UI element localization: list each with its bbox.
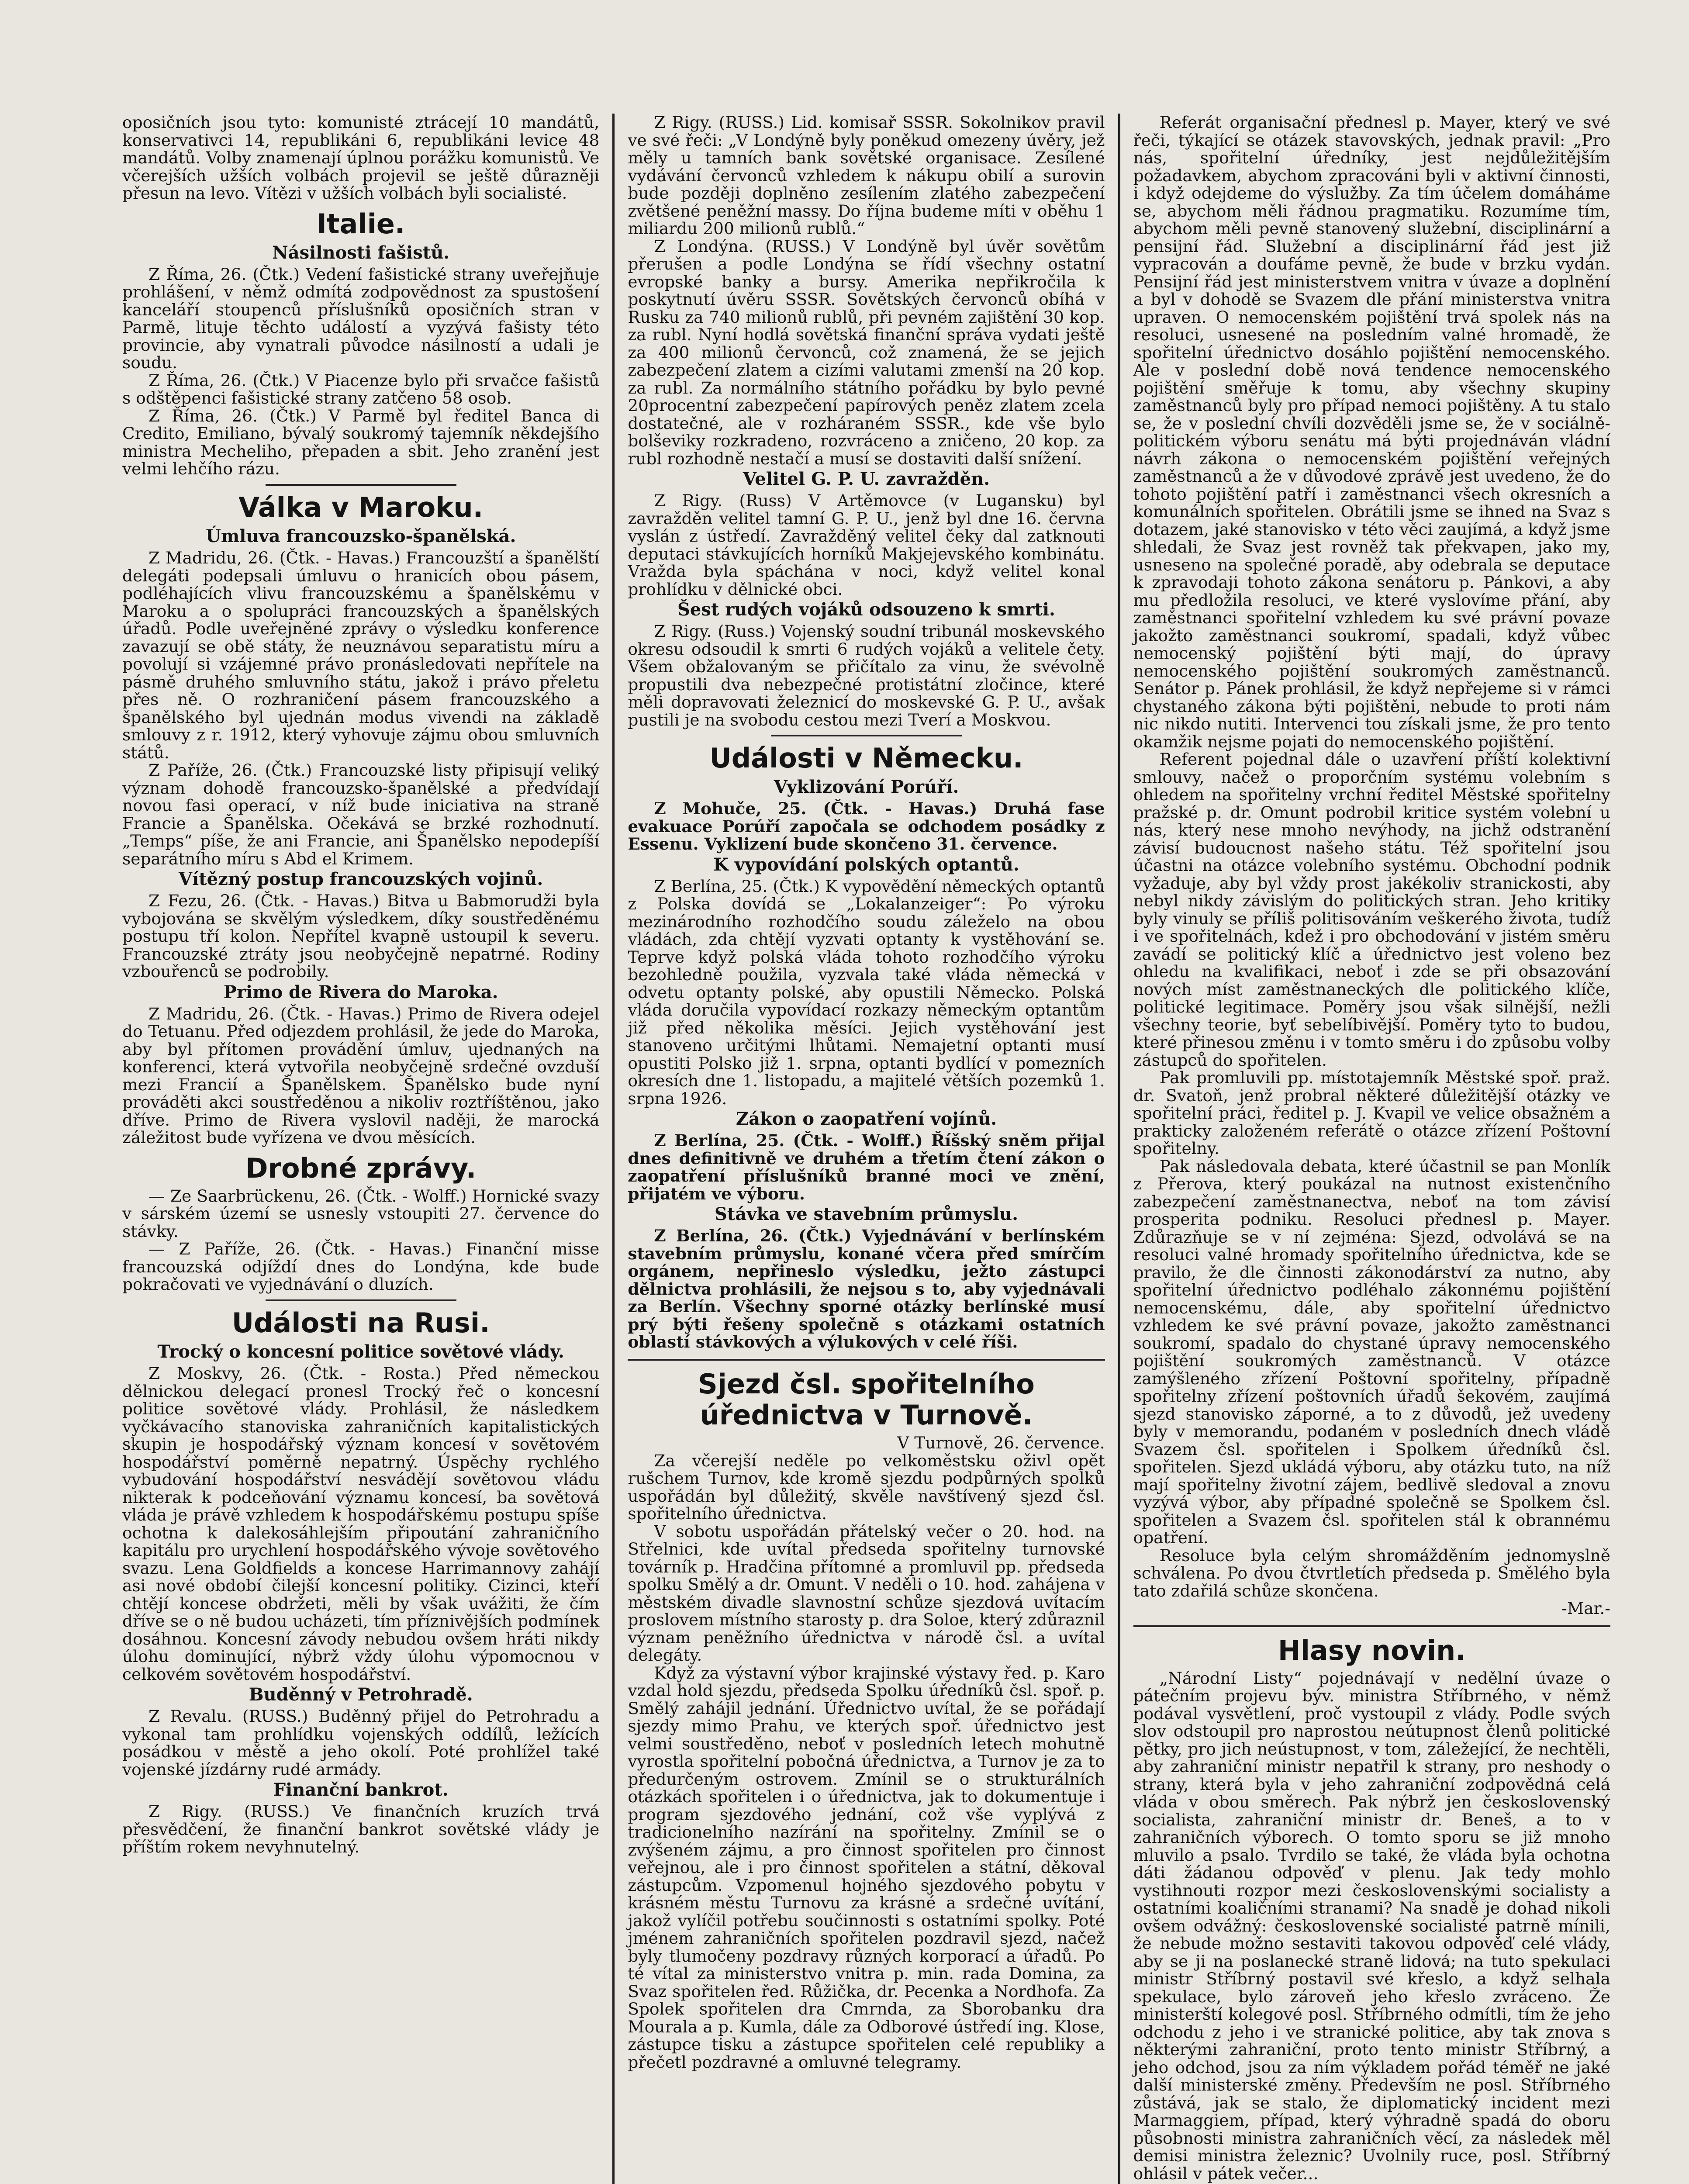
article-text: oposičních jsou tyto: komunisté ztrácejí 10 mandátů, konservativci 14, republikáni 6, republikáni levice 48 mandátů. Volby znamenají úplnou porážku komunistů. Ve včerejších užších volbách projevil se ještě důrazněji přesun na levo. Vítězi v užších volbách byli socialisté.: [122, 114, 600, 203]
column-2: [612, 114, 1118, 2184]
section-heading-italie: Italie.: [316, 207, 405, 240]
subheading-zakon: Zákon o zaopatření vojínů.: [736, 1109, 997, 1130]
article-text: Referát organisační přednesl p. Mayer, který ve své řeči, týkající se otázek stavovských, jednak pravil: „Pro nás, spořitelní úředníky, jest nejdůležitějším požadavkem, abychom zpracováni byli v aktivní činnosti, i když odejdeme do výslužby. Za tím účelem domáháme se, abychom měli řádnou pragmatiku. Rozumíme tím, abychom měli pevně stanovený služební, disciplinární a pensijní řád. Služební a disciplinární řád jest již vypracován a doufáme pevně, že bude v brzku vydán. Pensijní řád jest ministerstvem vnitra v úvaze a doplnění a byl v dohodě se Svazem dle přání ministerstva vnitra upraven. O nemocenském pojištění trvá spolek nás na resoluci, usnesené na posledním valné hromadě, že spořitelní úřednictvo dosáhlo pojištění nemocenského. Ale v poslední době nová tendence nemocenského pojištění směřuje k tomu, aby všechny skupiny zaměstnanců byly pro případ nemoci pojištěny. A tu stalo se, že v poslední chvíli dozvěděli jsme se, že v sociálně-politickém výboru senátu má býti projednáván vládní návrh zákona o nemocenském pojištění veřejných zaměstnanců a že v důvodové zprávě jest uvedeno, že do tohoto pojištění patří i zaměstnanci všech okresních a komunálních spořitelen. Obrátili jsme se ihned na Svaz s dotazem, jaké stanovisko v této věci zaujímá, a když jsme shledali, že Svaz jest rovněž tak překvapen, jako my, usneseno na společné poradě, aby odebrala se deputace k zpravodaji tohoto zákona senátoru p. Pánkovi, a aby mu předložila resoluci, ve které vyslovíme přání, aby zaměstnanci spořitelní vzhledem ku své právní povaze jakožto zaměstnanci soukromí, spadali, když vůbec nemocenský pojištění býti mají, do úpravy nemocenského pojištění soukromých zaměstnanců. Senátor p. Pánek prohlásil, že když nepřejeme si v rámci chystaného zákona býti pojištěni, nebude to proti nám nic nikdo nutiti. Intervenci tou získali jsme, že pro tento okamžik nejsme pojati do nemocenského pojištění.: [1133, 114, 1610, 751]
subheading-nasilnosti: Násilnosti fašistů.: [272, 242, 450, 263]
article-text: Referent pojednal dále o uzavření příští kolektivní smlouvy, načež o proporčním systému volebním s ohledem na spořitelny vrchní ředitel Městské spořitelny pražské p. dr. Omunt podrobil kritice systém volební u nás, který nese mnoho nevýhody, na jichž odstranění závisí budoucnost našeho státu. Též spořitelní jsou účastni na otázce volebního systému. Obchodní podnik vyžaduje, aby byl vždy prost jakékoliv stranickosti, aby nebyl nikdy závislým do politických stran. Jeho kritiky byly vinuly se příliš politisováním veškerého života, tudíž i ve spořitelnách, kdež i pro obchodování v jistém směru zavádí se politický klíč a úřednictvo jest voleno bez ohledu na kvalifikaci, neboť i zde se při obsazování nových míst zaměstnaneckých dle politického klíče, politické legitimace. Poměry jsou však silnější, nežli všechny teorie, byť sebelíbivější. Poměry tyto to budou, které přinesou změnu i v tomto směru i do způsobu volby zástupců do spořitelen.: [1133, 750, 1610, 1070]
article-text: Když za výstavní výbor krajinské výstavy řed. p. Karo vzdal hold sjezdu, předseda Spolku úředníků čsl. spoř. p. Smělý zahájil jednání. Úřednictvo uvítal, že se pořádají sjezdy mimo Prahu, ve kterých spoř. úřednictvo jest velmi soustředěno, neboť v posledních letech mohutně vyrostla spořitelní pobočná úřednictva, a Turnov je za to předurčeným ostrovem. Zmínil se o strukturálních otázkách spořitelen i o úřednictva, jak to dokumentuje i program sjezdového jednání, což vše vyplývá z tradicionelního nazírání na spořitelny. Zmínil se o zvýšeném zájmu, a pro činnost spořitelen pro činnost veřejnou, ale i pro činnost spořitelen a státní, děkoval zástupcům. Vzpomenul hojného sjezdového pobytu v krásném městu Turnovu za krásné a srdečné uvítání, jakož vylíčil potřebu součinnosti s ostatními spolky. Poté jménem zahraničních spořitelen pozdravil sjezd, načež byly tlumočeny pozdravy různých korporací a úřadů. Po té vítal za ministerstvo vnitra p. min. rada Domina, za Svaz spořitelen řed. Růžička, dr. Pecenka a Nordhofa. Za Spolek spořitelen dra Cmrnda, za Sborobanku dra Mourala a p. Kumla, dále za Odborové ústředí ing. Klose, zástupce tisku a zástupce spořitelen celé republiky a přečetl pozdravné a omluvné telegramy.: [628, 1663, 1105, 2072]
divider: [266, 484, 456, 486]
article-text: Z Paříže, 26. (Čtk.) Francouzské listy připisují veliký význam dohodě francouzsko-španělské a předvídají novou fasi operací, v níž bude iniciativa na straně Francie a Španělska. Očekává se brzké rozhodnutí. „Temps“ píše, že ani Francie, ani Španělsko nepodepíší separátního míru s Abd el Krimem.: [122, 760, 600, 868]
subheading-vitezny: Vítězný postup francouzských vojinů.: [178, 869, 543, 890]
article-text: Z Berlína, 25. (Čtk.) K vypovědění německých optantů z Polska dovídá se „Lokalanzeiger“: Po výroku mezinárodního rozhodčího soudu záleželo na obou vládách, zda chtějí vyzvati optanty k vystěhování se. Teprve když polská vláda tohoto rozhodčího výroku bezohledně použila, vyzvala také vláda německá v odvetu optanty polské, aby opustili Německo. Polská vláda doručila vypovídací rozkazy německým optantům již před několika měsíci. Jejich vystěhování jest stanoveno určitými lhůtami. Nemajetní optanti musí opustiti Polsko již 1. srpna, optanti bydlící v pomezních okresích dne 1. listopadu, a majitelé větších pozemků 1. srpna 1926.: [628, 876, 1105, 1108]
article-text: Z Rigy. (RUSS.) Lid. komisař SSSR. Sokolnikov pravil ve své řeči: „V Londýně byly poněkud omezeny úvěry, jež měly u tamních bank sovětské organisace. Zesílené vydávání červonců vzhledem k nákupu obilí a surovin bude později doplněno zesílením zlatého zabezpečení zvětšené peněžní massy. Do října budeme míti v oběhu 1 miliardu 200 milionů rublů.“: [628, 114, 1105, 238]
article-text: Z Rigy. (RUSS.) Ve finančních kruzích trvá přesvědčení, že finanční bankrot sovětské vlády je příštím rokem nevyhnutelný.: [122, 1802, 600, 1857]
subheading-stavka: Stávka ve stavebním průmyslu.: [714, 1204, 1019, 1225]
section-heading-nemecku: Události v Německu.: [709, 742, 1023, 774]
divider: [771, 735, 962, 736]
divider: [628, 1359, 1105, 1361]
article-text: V sobotu uspořádán přátelský večer o 20. hod. na Střelnici, kde uvítal předseda spořitelny turnovské továrník p. Hradčina přítomné a promluvil pp. předseda spolku Smělý a dr. Omunt. V neděli o 10. hod. zahájena v městském divadle slavnostní schůze sjezdová uvítacím proslovem místního starosty p. dra Soloe, který zdůraznil význam peněžního úřednictva v národě čsl. a uvítal delegáty.: [628, 1521, 1105, 1665]
article-text: Resoluce byla celým shromážděním jednomyslně schválena. Po dvou čtvrtletích předseda p. Smělého byla tato zdařilá schůze skončena.: [1133, 1545, 1610, 1600]
article-text: Z Mohuče, 25. (Čtk. - Havas.) Druhá fase evakuace Porúří započala se odchodem posádky z Essenu. Vyklizení bude skončeno 31. července.: [628, 799, 1105, 854]
subheading-sest: Šest rudých vojáků odsouzeno k smrti.: [677, 599, 1055, 620]
dateline: V Turnově, 26. července.: [897, 1433, 1105, 1453]
subheading-umluva: Úmluva francouzsko-španělská.: [205, 526, 516, 547]
subheading-trocky: Trocký o koncesní politice sovětové vlády.: [157, 1341, 564, 1362]
section-heading-rusi: Události na Rusi.: [231, 1306, 490, 1339]
subheading-budenny: Buděnný v Petrohradě.: [249, 1684, 473, 1705]
article-text: Pak následovala debata, které účastnil se pan Monlík z Přerova, který poukázal na nutnost existenčního zabezpečení zaměstnanectva, neboť na tom závisí prosperita podniku. Resoluci přednesl p. Mayer. Zdůrazňuje se v ní zejména: Sjezd, odvolává se na resoluci valné hromady spořitelního úřednictva, kde se pravilo, že dle činnosti zákonodárství za nutno, aby spořitelní úřednictvo podléhalo zákonnému pojištění nemocenskému, dále, aby spořitelní úřednictvo vzhledem ke své právní povaze, jakožto zaměstnanci soukromí, spadalo do chystané úpravy nemocenského pojištění soukromých zaměstnanců. V otázce zamýšleného zřízení Poštovní spořitelny, případně spořitelny zřízení poštovních úřadů šekovém, zaujímá sjezd stanovisko záporné, a to z důvodů, jež uvedeny byly v memorandu, podaném v posledních dnech vládě Svazem čsl. spořitelen i Spolkem úředníků čsl. spořitelen. Sjezd ukládá výboru, aby otázku tuto, na níž mají spořitelny životní zájem, bedlivě sledoval a znovu vyzývá výbor, aby případné společně se Spolkem čsl. spořitelen a Svazem čsl. spořitelen stál k obrannému opatření.: [1133, 1156, 1610, 1547]
author-signature: -Mar.-: [1561, 1599, 1610, 1618]
divider: [1133, 1625, 1610, 1627]
column-1: [109, 114, 612, 2184]
article-text: Z Říma, 26. (Čtk.) V Parmě byl ředitel Banca di Credito, Emiliano, bývalý soukromý tajemník někdejšího ministra Mecheliho, přepaden a sbit. Jeho zranění jest velmi lehčího rázu.: [122, 406, 600, 479]
article-text: Z Moskvy, 26. (Čtk. - Rosta.) Před německou dělnickou delegací pronesl Trocký řeč o koncesní politice sovětové vlády. Prohlásil, že následkem vyčkávacího stanoviska zahraničních kapitalistických skupin je hospodářský význam koncesí v sovětovém hospodářství poměrně nepatrný. Úspěchy rychlého vybudování hospodářství nesvádějí sovětovou vládu nikterak k podceňování významu koncesí, ba sovětová vláda je právě vzhledem k hospodářskému postupu spíše ochotna k dalekosáhlejším připoutání zahraničního kapitálu pro urychlení hospodářského vývoje sovětového svazu. Lena Goldfields a koncese Harrimannovy zahájí asi nové období čilejší koncesní politiky. Cizinci, kteří chtějí koncese obdržeti, měli by však uvážiti, že čím dříve se o ně budou ucházeti, tím příznivějších podmínek dosáhnou. Koncesní závody nebudou ovšem hráti nikdy úlohu dominující, nýbrž vždy úlohu výpomocnou v celkovém sovětovém hospodářství.: [122, 1364, 600, 1684]
article-text: Z Madridu, 26. (Čtk. - Havas.) Francouzští a španělští delegáti podepsali úmluvu o hranicích obou pásem, podléhajících vlivu francouzskému a španělskému v Maroku a o spolupráci francouzských a španělských úřadů. Podle uveřejněné zprávy o výsledku konference zavazují se obě státy, že neuznávou separatistu míru a povolují si vzájemné právo pronásledovati nepřítele na pásmě druhého smluvního státu, jakož i právo přeletu přes ně. O rozhraničení pásem francouzského a španělského byl ujednán modus vivendi na základě smlouvy z r. 1912, který vyhovuje zájmu obou smluvních států.: [122, 548, 600, 762]
article-text: Za včerejší neděle po velkoměstsku oživl opět rušchem Turnov, kde kromě sjezdu podpůrných spolků uspořádán byl důležitý, skvěle navštívený sjezd čsl. spořitelního úřednictva.: [628, 1451, 1105, 1524]
article-text: — Ze Saarbrückenu, 26. (Čtk. - Wolff.) Hornické svazy v sárském území se usnesly vstoupiti 27. července do stávky.: [122, 1186, 600, 1241]
article-text: Z Rigy. (Russ.) Vojenský soudní tribunál moskevského okresu odsoudil k smrti 6 rudých vojáků a velitele čety. Všem obžalovaným se přičítalo za vinu, že svévolně propustili dva nebezpečné protistátní zločince, které měli dopravovati železnicí do moskevské G. P. U., avšak pustili je na svobodu cestou mezi Tverí a Moskvou.: [628, 622, 1105, 729]
column-3: [1118, 114, 1623, 2184]
article-text: Z Rigy. (Russ) V Artěmovce (v Lugansku) byl zavražděn velitel tamní G. P. U., jenž byl dne 16. června vyslán z ústředí. Zavražděný velitel čeky dal zatknouti deputaci stávkujících horníků Makjejevského kombinátu. Vražda byla spáchána v noci, když velitel konal prohlídku v dělnické obci.: [628, 491, 1105, 599]
article-text: Z Fezu, 26. (Čtk. - Havas.) Bitva u Babmorudži byla vybojována se skvělým výsledkem, díky soustředěnému postupu tří kolon. Nepřítel kvapně ustoupil k severu. Francouzské ztráty jsou neobyčejně nepatrné. Rodiny vzbouřenců se podrobily.: [122, 891, 600, 981]
article-text: „Národní Listy“ pojednávají v nedělní úvaze o pátečním projevu býv. ministra Stříbrného, v němž podával vysvětlení, proč vystoupil z vlády. Podle svých slov odstoupil pro naprostou neútupnost členů politické pětky, pro jich neústupnost, v tom, záležející, že nechtěli, aby zahraniční ministr nepatřil k strany, pro neshody o strany, která byla v jeho zahraniční zodpovědná celá vláda v obou směrech. Pak nýbrž jen československý socialista, zahraniční ministr dr. Beneš, a to v zahraničních výborech. O tomto sporu se již mnoho mluvilo a psalo. Tvrdilo se také, že vláda byla ochotna dáti žádanou odpověď v plenu. Jak tedy mohlo vystihnouti rozpor mezi československými socialisty a ostatními koaličními stranami? Na snadě je dohad nikoli ovšem odvážný: československé socialisté patrně mínili, že nebude možno sestaviti takovou odpověď celé vlády, aby se ji na poslanecké straně lidová; na tuto spekulaci ministr Stříbrný postavil své křeslo, a když selhala spekulace, bylo zároveň jeho křeslo zvráceno. Že ministerští kolegové posl. Stříbrného odmítli, tím že jeho odchodu z jeho i ve stranické politice, aby tak znova s některými zahraniční, proto tento ministr Stříbrný, a jeho odchod, jsou za ním výkladem pořád téměř ne jaké další ministerské změny. Především ne posl. Stříbrného zůstává, jak se stalo, že diplomatický incident mezi Marmaggiem, případ, který výhradně spadá do oboru působnosti ministra zahraničních věcí, za následek měl demisi ministra železnic? Uvolnily ruce, posl. Stříbrný ohlásil v pátek večer...: [1133, 1668, 1610, 2183]
columns: [109, 114, 1623, 2184]
article-text: Z Madridu, 26. (Čtk. - Havas.) Primo de Rivera odejel do Tetuanu. Před odjezdem prohlásil, že jede do Maroka, aby byl přítomen provádění úmluv, ujednaných na konferenci, která vytvořila neobyčejně srdečné ovzduší mezi Francií a Španělskem. Španělsko bude nyní prováděti akci soustředěnou a nikoliv roztříštěnou, jako dříve. Primo de Rivera vyslovil naději, že marocká záležitost bude vyřízena ve dvou měsících.: [122, 1004, 600, 1147]
article-text: Z Říma, 26. (Čtk.) Vedení fašistické strany uveřejňuje prohlášení, v němž odmítá zodpovědnost za spustošení kanceláří stoupenců příslušníků oposičních stran v Parmě, lituje těchto událostí a vyzývá fašisty této provincie, aby vynatrali původce násilností a udali je soudu.: [122, 264, 600, 373]
section-heading-drobne: Drobné zprávy.: [245, 1152, 477, 1184]
section-heading-hlasy: Hlasy novin.: [1278, 1634, 1466, 1666]
article-text: Z Berlína, 26. (Čtk.) Vyjednávání v berlínském stavebním průmyslu, konané včera před smírčím orgánem, nepřineslo výsledku, ježto zástupci dělnictva prohlásili, že nejsou s to, aby vyjednávali za Berlín. Všechny sporné otázky berlínské musí prý býti řešeny společně s otázkami ostatních oblastí stávkových a výlukových v celé říši.: [628, 1226, 1105, 1352]
subheading-vyklizovani: Vyklizování Porúří.: [774, 777, 959, 798]
article-text: Z Revalu. (RUSS.) Buděnný přijel do Petrohradu a vykonal tam prohlídku vojenských oddílů, ležících posádkou v městě a jeho okolí. Poté prohlížel také vojenské jízdárny rudé armády.: [122, 1707, 600, 1779]
subheading-primo: Primo de Rivera do Maroka.: [223, 981, 498, 1002]
section-heading-valka: Válka v Maroku.: [238, 491, 484, 523]
article-text: Z Říma, 26. (Čtk.) V Piacenze bylo při srvačce fašistů s odštěpenci fašistické strany zatčeno 58 osob.: [122, 370, 600, 408]
section-heading-sjezd: Sjezd čsl. spořitelního úřednictva v Turnově.: [698, 1368, 1035, 1431]
divider: [266, 1299, 456, 1301]
article-text: Z Londýna. (RUSS.) V Londýně byl úvěr sovětům přerušen a podle Londýna se řídí všechny ostatní evropské banky a bursy. Amerika nepřikročila k poskytnutí úvěru SSSR. Sovětských červonců obíhá v Rusku za 740 milionů rublů, při pevném zajištění 30 kop. za rubl. Nyní hodlá sovětská finanční správa vydati ještě za 400 milionů červonců, což znamená, že se jejich zabezpečení zlatem a cizími valutami zmenší na 20 kop. za rubl. Za normálního státního pořádku by bylo pevné 20procentní zabezpečení papírových peněz zlatem zcela dostatečné, ale v rozháraném SSSR., kde vše bylo bolševiky rozkradeno, rozvráceno a zničeno, 20 kop. za rubl rozhodně nestačí a musí se dostaviti další snížení.: [628, 236, 1105, 468]
subheading-velitel: Velitel G. P. U. zavražděn.: [743, 469, 990, 489]
article-text: — Z Paříže, 26. (Čtk. - Havas.) Finanční misse francouzská odjíždí dnes do Londýna, kde bude pokračovati ve vyjednávání o dluzích.: [122, 1239, 600, 1294]
article-text: Pak promluvili pp. místotajemník Městské spoř. praž. dr. Svatoň, jenž probral některé důležitější otázky ve spořitelní práci, ředitel p. J. Kvapil ve velice obsažném a prakticky založeném referátě o otázce zřízení Poštovní spořitelny.: [1133, 1068, 1610, 1158]
subheading-vypovidani: K vypovídání polských optantů.: [713, 854, 1019, 875]
article-text: Z Berlína, 25. (Čtk. - Wolff.) Říšský sněm přijal dnes definitivně ve druhém a třetím čtení zákon o zaopatření příslušníků branné moci ve znění, přijatém ve výboru.: [628, 1131, 1105, 1203]
subheading-financni: Finanční bankrot.: [273, 1780, 449, 1800]
